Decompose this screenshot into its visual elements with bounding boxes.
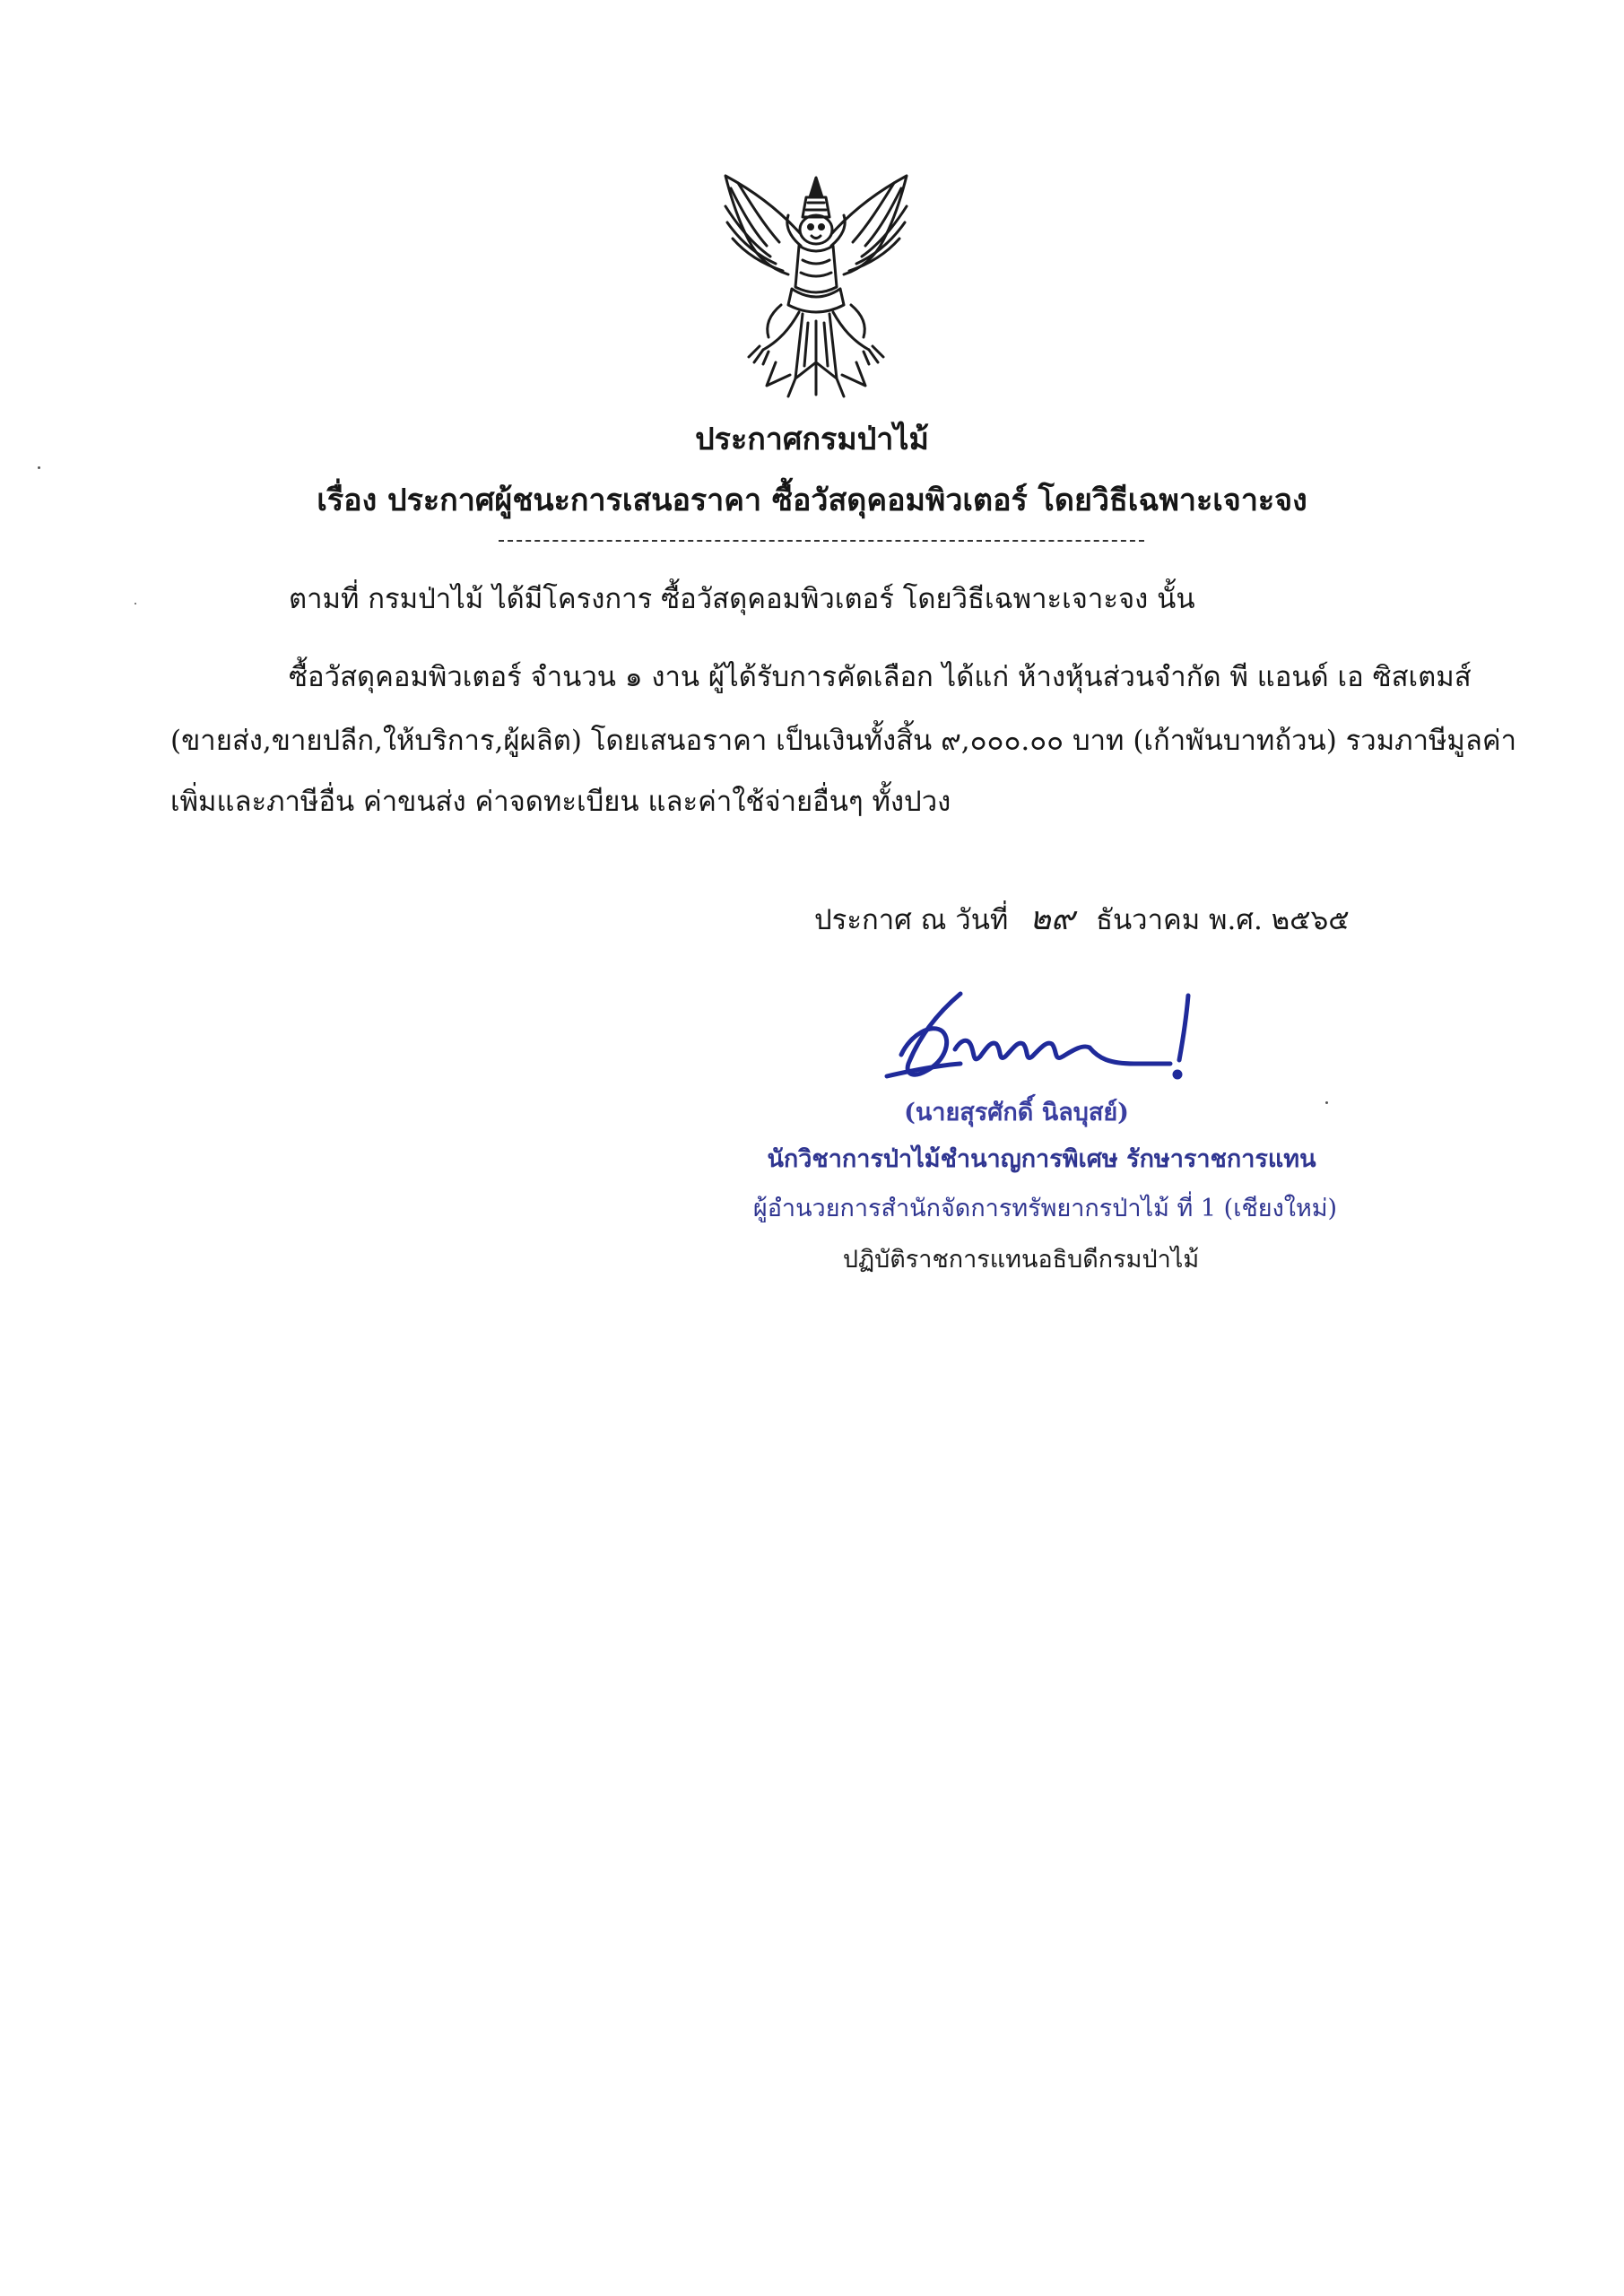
body-line-3: (ขายส่ง,ขายปลีก,ให้บริการ,ผู้ผลิต) โดยเสนอราคา เป็นเงินทั้งสิ้น ๙,๐๐๐.๐๐ บาท (เก้าพันบาทถ้วน) รวมภาษีมูลค่า <box>170 725 1516 757</box>
scan-speck <box>38 466 40 469</box>
document-subject: เรื่อง ประกาศผู้ชนะการเสนอราคา ซื้อวัสดุคอมพิวเตอร์ โดยวิธีเฉพาะเจาะจง <box>317 483 1307 518</box>
signer-position-2: ผู้อำนวยการสำนักจัดการทรัพยากรป่าไม้ ที่ 1 (เชียงใหม่) <box>752 1195 1338 1222</box>
document-title: ประกาศกรมป่าไม้ <box>695 422 929 457</box>
signer-position-3: ปฏิบัติราชการแทนอธิบดีกรมป่าไม้ <box>842 1246 1200 1274</box>
signature-icon <box>874 978 1251 1094</box>
signer-name: (นายสุรศักดิ์ นิลบุสย์) <box>904 1099 1129 1126</box>
signer-position-1: นักวิชาการป่าไม้ชำนาญการพิเศษ รักษาราชการแทน <box>767 1145 1316 1173</box>
garuda-emblem-icon <box>713 170 919 408</box>
body-line-2: ซื้อวัสดุคอมพิวเตอร์ จำนวน ๑ งาน ผู้ได้รับการคัดเลือก ได้แก่ ห้างหุ้นส่วนจำกัด พี แอนด์ เอ ซิสเตมส์ <box>289 661 1472 693</box>
scan-speck <box>135 603 136 604</box>
body-line-4: เพิ่มและภาษีอื่น ค่าขนส่ง ค่าจดทะเบียน และค่าใช้จ่ายอื่นๆ ทั้งปวง <box>170 786 951 818</box>
divider-line <box>499 540 1144 542</box>
scan-speck <box>1325 1101 1328 1104</box>
date-suffix: ธันวาคม พ.ศ. ๒๕๖๕ <box>1096 904 1350 936</box>
body-line-1: ตามที่ กรมป่าไม้ ได้มีโครงการ ซื้อวัสดุคอมพิวเตอร์ โดยวิธีเฉพาะเจาะจง นั้น <box>289 583 1195 615</box>
announcement-date <box>814 901 1350 938</box>
date-day: ๒๙ <box>1029 900 1075 937</box>
date-prefix: ประกาศ ณ วันที่ <box>814 904 1009 936</box>
